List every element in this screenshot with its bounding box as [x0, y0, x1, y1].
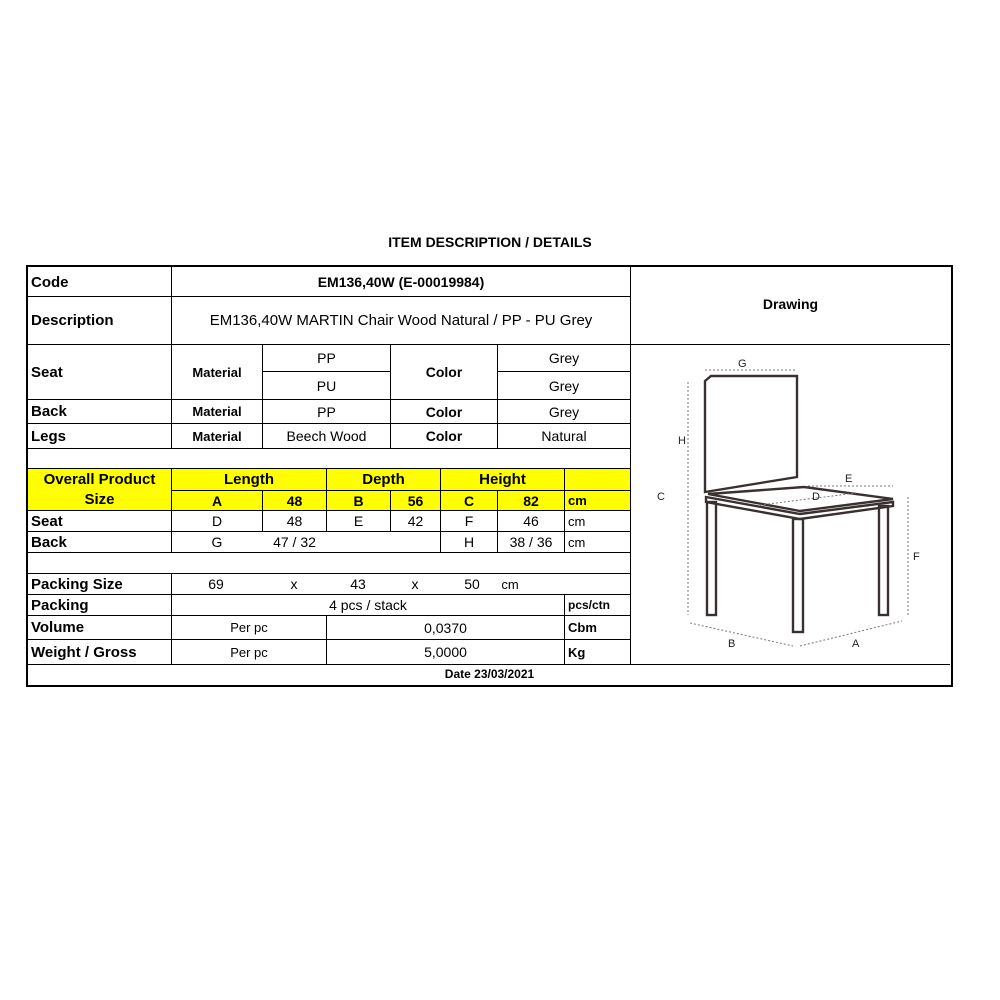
- diagram-label-d: D: [812, 491, 820, 503]
- size-b-value: 56: [391, 491, 440, 510]
- back-g-value: 47 / 32: [273, 534, 316, 550]
- diagram-label-c: C: [657, 491, 665, 503]
- seat-size-unit: cm: [568, 513, 586, 529]
- weight-value: 5,0000: [424, 644, 467, 660]
- legs-label: Legs: [31, 427, 67, 445]
- size-header-blank: [565, 469, 630, 490]
- diagram-label-f: F: [913, 551, 920, 563]
- seat-d-label: D: [211, 513, 223, 529]
- weight-label: Weight / Gross: [31, 643, 137, 661]
- legs-material: Beech Wood: [286, 428, 367, 444]
- chair-leg-right: [879, 506, 888, 615]
- back-material-label: Material: [192, 404, 242, 419]
- code-label: Code: [31, 273, 69, 291]
- height-header: Height: [441, 469, 564, 490]
- size-unit: cm: [565, 491, 630, 510]
- legs-color: Natural: [541, 428, 587, 444]
- chair-seat-edge: [706, 497, 893, 519]
- description-label: Description: [31, 312, 114, 329]
- size-c-label: C: [441, 491, 497, 510]
- diagram-label-e: E: [845, 473, 853, 485]
- size-a-label: A: [172, 491, 262, 510]
- seat-e-value: 42: [407, 513, 424, 529]
- seat-size-label: Seat: [31, 512, 63, 530]
- code-value: EM136,40W (E-00019984): [317, 274, 485, 290]
- weight-per: Per pc: [230, 644, 268, 660]
- packing-x-2: x: [411, 576, 419, 592]
- back-size-label: Back: [31, 533, 67, 551]
- volume-per: Per pc: [230, 620, 268, 635]
- diagram-label-g: G: [738, 358, 747, 370]
- packing-length: 69: [208, 576, 224, 592]
- seat-material-label: Material: [192, 364, 242, 380]
- chair-leg-back-left: [707, 502, 716, 615]
- packing-height: 50: [464, 576, 480, 592]
- length-header: Length: [172, 469, 326, 490]
- packing-label: Packing: [31, 596, 89, 614]
- overall-size-label-line-1: Overall Product: [43, 470, 156, 488]
- seat-color-2: Grey: [548, 377, 580, 394]
- overall-size-label: [28, 469, 171, 510]
- seat-e-label: E: [353, 513, 364, 529]
- document-date: Date 23/03/2021: [444, 667, 535, 681]
- seat-d-value: 48: [286, 513, 303, 529]
- packing-value: 4 pcs / stack: [329, 597, 407, 613]
- legs-material-label: Material: [192, 428, 242, 444]
- packing-size-label: Packing Size: [31, 575, 123, 593]
- diagram-label-h: H: [678, 435, 686, 447]
- packing-unit: pcs/ctn: [568, 598, 611, 612]
- seat-label: Seat: [31, 363, 63, 381]
- description-value: EM136,40W MARTIN Chair Wood Natural / PP - PU Grey: [209, 312, 593, 329]
- back-color: Grey: [548, 403, 580, 420]
- chair-leg-front: [793, 519, 803, 632]
- size-a-value: 48: [263, 491, 326, 510]
- size-b-label: B: [327, 491, 390, 510]
- back-label: Back: [31, 403, 67, 420]
- drawing-label: Drawing: [762, 296, 819, 312]
- chair-backrest: [705, 376, 797, 492]
- back-material: PP: [317, 403, 336, 420]
- overall-size-label-line-2: Size: [84, 490, 115, 508]
- seat-f-label: F: [464, 513, 474, 529]
- back-h-label: H: [463, 534, 475, 550]
- back-h-value: 38 / 36: [509, 534, 553, 550]
- back-color-label: Color: [425, 403, 463, 420]
- chair-drawing: [632, 346, 950, 664]
- seat-material-2: PU: [316, 377, 337, 394]
- packing-size-unit: cm: [501, 576, 519, 592]
- diagram-label-b: B: [728, 638, 736, 650]
- back-size-unit: cm: [568, 534, 586, 550]
- packing-x-1: x: [290, 576, 298, 592]
- packing-width: 43: [350, 576, 366, 592]
- seat-color-label: Color: [425, 364, 463, 380]
- document-title: ITEM DESCRIPTION / DETAILS: [388, 234, 592, 250]
- seat-color-1: Grey: [548, 350, 580, 366]
- volume-unit: Cbm: [568, 620, 597, 635]
- seat-material-1: PP: [317, 350, 336, 366]
- volume-label: Volume: [31, 619, 85, 636]
- volume-value: 0,0370: [424, 619, 467, 636]
- seat-f-value: 46: [523, 513, 539, 529]
- weight-unit: Kg: [568, 644, 586, 660]
- diagram-label-a: A: [852, 638, 860, 650]
- legs-color-label: Color: [425, 428, 463, 444]
- depth-header: Depth: [327, 469, 440, 490]
- back-g-label: G: [211, 534, 223, 550]
- size-c-value: 82: [498, 491, 564, 510]
